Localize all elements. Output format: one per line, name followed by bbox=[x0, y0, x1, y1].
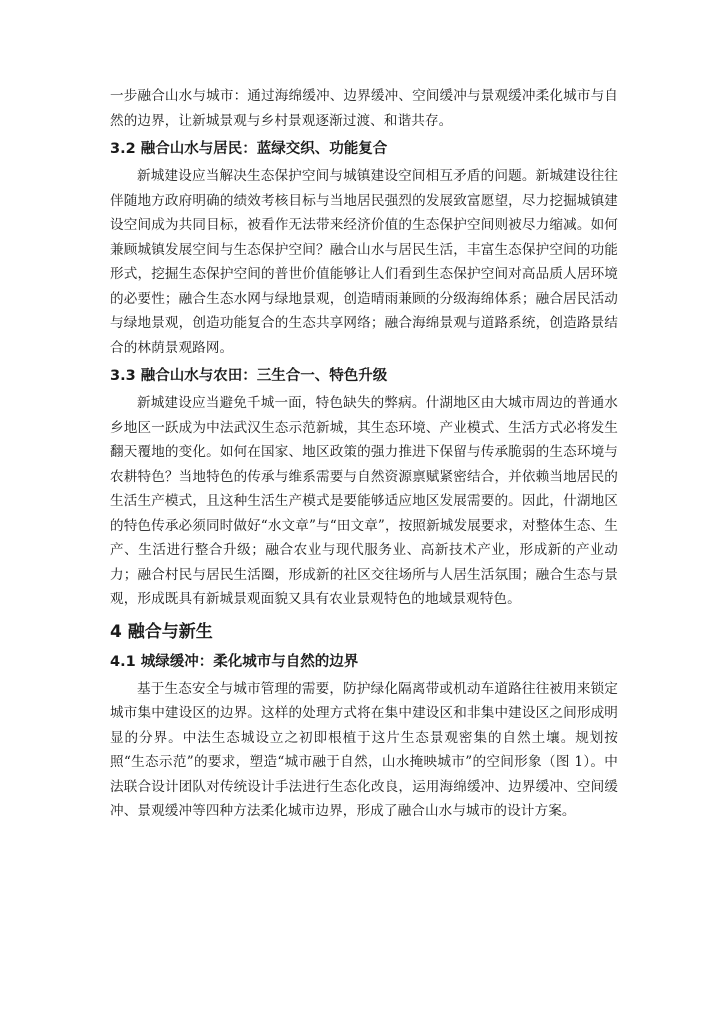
heading-3-3: 3.3 融合山水与农田：三生合一、特色升级 bbox=[110, 368, 388, 384]
paragraph-intro: 一步融合山水与城市：通过海绵缓冲、边界缓冲、空间缓冲与景观缓冲柔化城市与自然的边界，让新城景观与乡村景观逐渐过渡、和谐共存。 bbox=[110, 88, 618, 129]
heading-4: 4 融合与新生 bbox=[110, 621, 213, 642]
document-page bbox=[110, 84, 618, 824]
heading-4-1: 4.1 城绿缓冲：柔化城市与自然的边界 bbox=[110, 653, 359, 670]
paragraph-3-2: 新城建设应当解决生态保护空间与城镇建设空间相互矛盾的问题。新城建设往往伴随地方政府明确的绩效考核目标与当地居民强烈的发展致富愿望，尽力挖掘城镇建设空间成为共同目标，被看作无法带来经济价值的生态保护空间则被尽力缩减。如何兼顾城镇发展空间与生态保护空间？融合山水与居民生活，丰富生态保护空间的功能形式，挖掘生态保护空间的普世价值能够让人们看到生态保护空间对高品质人居环境的必要性；融合生态水网与绿地景观，创造晴雨兼顾的分级海绵体系；融合居民活动与绿地景观，创造功能复合的生态共享网络；融合海绵景观与道路系统，创造路景结合的林荫景观路网。 bbox=[110, 168, 618, 356]
paragraph-3-3: 新城建设应当避免千城一面，特色缺失的弊病。什湖地区由大城市周边的普通水乡地区一跃成为中法武汉生态示范新城，其生态环境、产业模式、生活方式必将发生翻天覆地的变化。如何在国家、地区政策的强力推进下保留与传承脆弱的生态环境与农耕特色？当地特色的传承与维系需要与自然资源禀赋紧密结合，并依赖当地居民的生活生产模式，且这种生活生产模式是要能够适应地区发展需要的。因此，什湖地区的特色传承必须同时做好“水文章”与“田文章”，按照新城发展要求，对整体生态、生产、生活进行整合升级；融合农业与现代服务业、高新技术产业，形成新的产业动力；融合村民与居民生活圈，形成新的社区交往场所与人居生活氛围；融合生态与景观，形成既具有新城景观面貌又具有农业景观特色的地域景观特色。 bbox=[110, 395, 618, 607]
paragraph-4-1: 基于生态安全与城市管理的需要，防护绿化隔离带或机动车道路往往被用来锁定城市集中建设区的边界。这样的处理方式将在集中建设区和非集中建设区之间形成明显的分界。中法生态城设立之初即根植于这片生态景观密集的自然土壤。规划按照“生态示范”的要求，塑造“城市融于自然，山水掩映城市”的空间形象（图 1）。中法联合设计团队对传统设计手法进行生态化改良，运用海绵缓冲、边界缓冲、空间缓冲、景观缓冲等四种方法柔化城市边界，形成了融合山水与城市的设计方案。 bbox=[110, 680, 618, 819]
heading-3-2: 3.2 融合山水与居民：蓝绿交织、功能复合 bbox=[110, 141, 388, 157]
